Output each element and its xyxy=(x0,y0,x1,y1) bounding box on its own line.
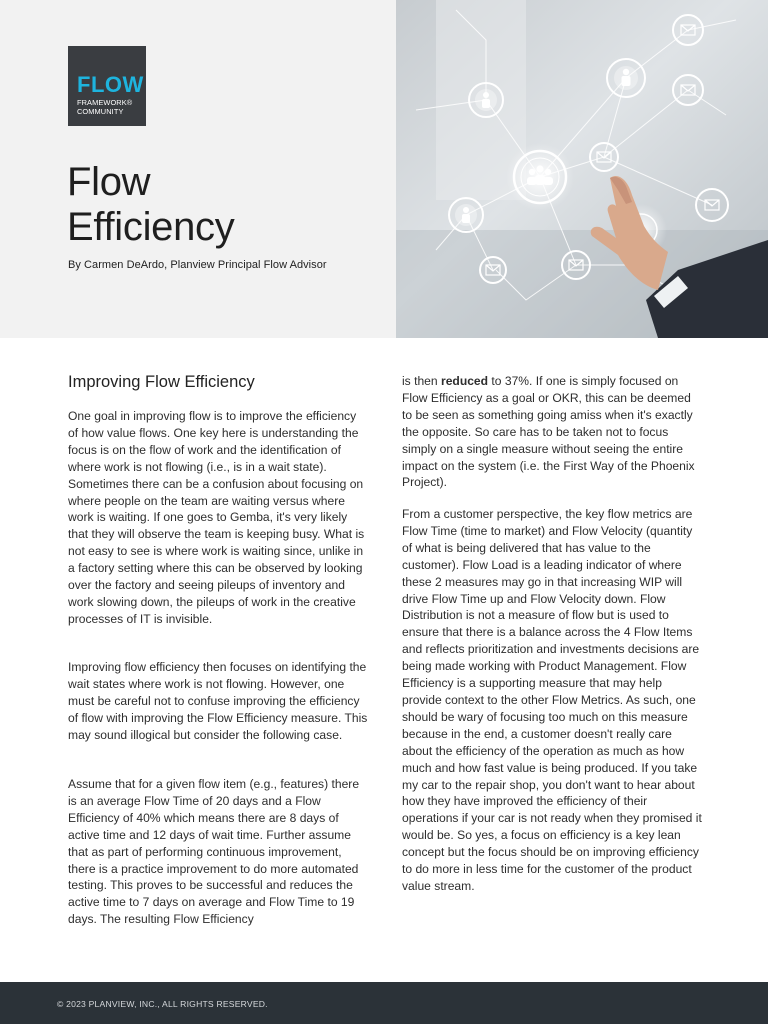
section-heading: Improving Flow Efficiency xyxy=(68,373,255,391)
footer xyxy=(0,982,768,1024)
header-panel xyxy=(0,0,396,338)
paragraph: Improving flow efficiency then focuses on identifying the wait states where work is not flowing. However, one must be careful not to confuse improving the efficiency of flow with improving the Flow Efficiency measure. This may sound illogical but consider the following case. xyxy=(68,660,368,742)
page-title xyxy=(67,160,234,250)
emphasis-reduced: reduced xyxy=(441,374,489,388)
paragraph: One goal in improving flow is to improve the efficiency of how value flows. One key here is understanding the focus is on the flow of work and the identification of where work is not flowing (i.e., is in a wait state). Sometimes there can be a confusion about focusing on where people on the team are waiting versus where work is waiting. If one goes to Gemba, it's very likely that they will observe the team is keeping busy. What is not easy to see is where work is waiting since, unlike in a factory setting where this can be observed by looking over the factory and seeing pileups of inventory and work slowing down, the pileups of work in the creative processes of IT is invisible. xyxy=(68,409,365,626)
title-line-1: Flow xyxy=(67,160,151,204)
copyright-notice: © 2023 PLANVIEW, INC., ALL RIGHTS RESERVED. xyxy=(57,999,268,1009)
paragraph: Assume that for a given flow item (e.g., features) there is an average Flow Time of 20 days and a Flow Efficiency of 40% which means there are 8 days of active time and 12 days of wait time. Further assume that as part of performing continuous improvement, there is a practice improvement to do more automated testing. This proves to be successful and reduces the active time to 7 days on average and Flow Time to 19 days. The resulting Flow Efficiency xyxy=(68,777,360,927)
paragraph: From a customer perspective, the key flow metrics are Flow Time (time to market) and Flow Velocity (quantity of what is being delivered that has value to the customer). Flow Load is a leading indicator of where these 2 measures may go in that increasing WIP will drive Flow Time up and Flow Velocity down. Flow Distribution is not a measure of flow but is used to ensure that there is a balance across the 4 Flow Items and reflects prioritization and investments decisions are being made working with Product Management. Flow Efficiency is a supporting measure that may help provide context to the other Flow Metrics. As such, one should be wary of focusing too much on this measure because in the end, a customer doesn't really care about the efficiency of the operation as much as how much and how fast value is being produced. If you take my car to the repair shop, you don't want to hear about how they have improved the efficiency of their operations if your car is not ready when they promised it would be. So yes, a focus on efficiency is a key lean concept but the focus should be on improving efficiency to do more in less time for the customer of the product value stream. xyxy=(402,507,702,893)
hero-illustration xyxy=(396,0,768,338)
title-line-2: Efficiency xyxy=(67,205,235,249)
paragraph xyxy=(402,373,704,491)
logo-subtitle xyxy=(77,98,132,116)
logo-line-1: FRAMEWORK® xyxy=(77,98,133,107)
network-graphic xyxy=(396,0,768,338)
logo-line-2: COMMUNITY xyxy=(77,107,124,116)
flow-framework-logo xyxy=(68,46,146,126)
text-run: to 37%. If one is simply focused on Flow Efficiency as a goal or OKR, this can be deemed to be seen as something going amiss when it's exactly the opposite. So care has to be taken not to focus simply on a single measure without seeing the entire impact on the system (i.e. the First Way of the Phoenix Project). xyxy=(402,374,695,490)
text-run: is then xyxy=(402,374,441,388)
author-byline: By Carmen DeArdo, Planview Principal Flow Advisor xyxy=(68,259,327,271)
logo-wordmark: FLOW xyxy=(77,72,144,97)
